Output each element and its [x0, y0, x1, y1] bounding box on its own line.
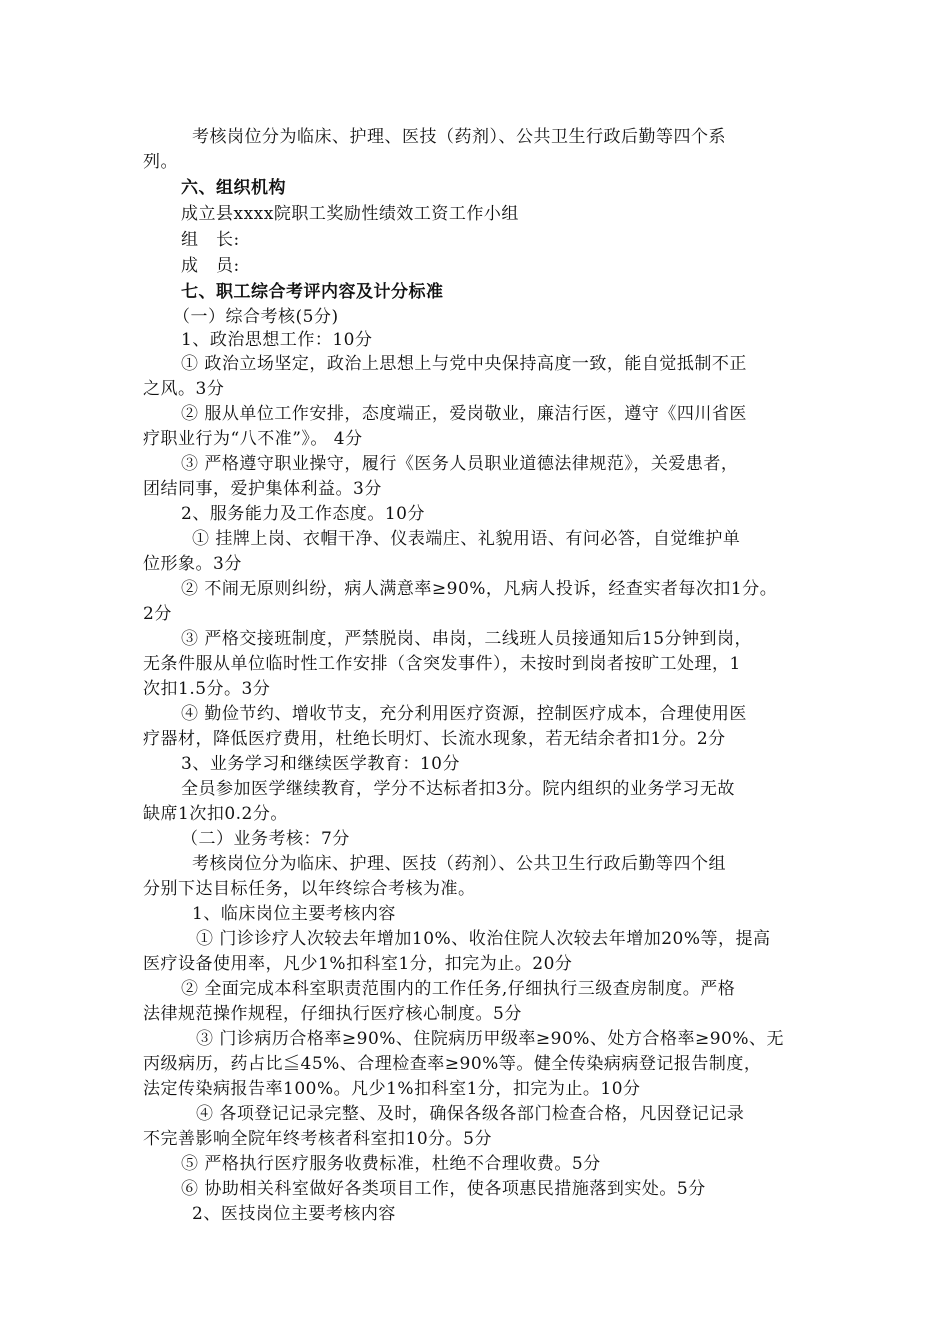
text-line: 1、临床岗位主要考核内容	[192, 904, 396, 924]
text-line: 法律规范操作规程，仔细执行医疗核心制度。5分	[143, 1004, 522, 1024]
text-line: ③ 严格遵守职业操守，履行《医务人员职业道德法律规范》，关爱患者，	[181, 454, 739, 474]
text-line: 考核岗位分为临床、护理、医技（药剂）、公共卫生行政后勤等四个组	[192, 854, 726, 874]
text-line: 之风。3分	[143, 379, 225, 399]
text-line: 组 长:	[181, 230, 240, 250]
text-line: 丙级病历，药占比≦45%、合理检查率≥90%等。健全传染病病登记报告制度，	[143, 1054, 762, 1074]
text-line: 1、政治思想工作：10分	[181, 330, 373, 350]
text-line: ② 全面完成本科室职责范围内的工作任务,仔细执行三级查房制度。严格	[181, 979, 736, 999]
text-line: 分别下达目标任务，以年终综合考核为准。	[143, 879, 476, 899]
text-line: 全员参加医学继续教育，学分不达标者扣3分。院内组织的业务学习无故	[181, 779, 735, 799]
text-line: ① 门诊诊疗人次较去年增加10%、收治住院人次较去年增加20%等，提高	[196, 929, 771, 949]
text-line: ④ 勤俭节约、增收节支，充分利用医疗资源，控制医疗成本，合理使用医	[181, 704, 747, 724]
text-line: 疗职业行为“八不准”》。 4分	[143, 429, 363, 449]
text-line: ② 不闹无原则纠纷，病人满意率≥90%，凡病人投诉，经查实者每次扣1分。	[181, 579, 778, 599]
text-line: 位形象。3分	[143, 554, 242, 574]
subsection-heading: （一）综合考核(5分)	[173, 307, 339, 327]
text-line: 成 员:	[181, 256, 240, 276]
text-line: 次扣1.5分。3分	[143, 679, 271, 699]
text-line: ② 服从单位工作安排，态度端正，爱岗敬业，廉洁行医，遵守《四川省医	[181, 404, 747, 424]
subsection-heading: （二）业务考核：7分	[181, 829, 350, 849]
text-line: 列。	[143, 152, 178, 172]
text-line: 缺席1次扣0.2分。	[143, 804, 288, 824]
text-line: ③ 严格交接班制度，严禁脱岗、串岗，二线班人员接通知后15分钟到岗，	[181, 629, 753, 649]
text-line: 团结同事，爱护集体利益。3分	[143, 479, 382, 499]
text-line: ① 挂牌上岗、衣帽干净、仪表端庄、礼貌用语、有问必答，自觉维护单	[192, 529, 741, 549]
text-line: ③ 门诊病历合格率≥90%、住院病历甲级率≥90%、处方合格率≥90%、无	[196, 1029, 784, 1049]
text-line: 医疗设备使用率，凡少1%扣科室1分，扣完为止。20分	[143, 954, 573, 974]
text-line: 2、服务能力及工作态度。10分	[181, 504, 425, 524]
section-heading: 六、组织机构	[181, 178, 286, 198]
text-line: 疗器材，降低医疗费用，杜绝长明灯、长流水现象，若无结余者扣1分。2分	[143, 729, 726, 749]
text-line: 2、医技岗位主要考核内容	[192, 1204, 396, 1224]
section-heading: 七、职工综合考评内容及计分标准	[181, 282, 444, 302]
text-line: 法定传染病报告率100%。凡少1%扣科室1分，扣完为止。10分	[143, 1079, 641, 1099]
text-line: ④ 各项登记记录完整、及时，确保各级各部门检查合格，凡因登记记录	[196, 1104, 745, 1124]
text-line: 3、业务学习和继续医学教育：10分	[181, 754, 460, 774]
text-line: ⑥ 协助相关科室做好各类项目工作，使各项惠民措施落到实处。5分	[181, 1179, 706, 1199]
text-line: 无条件服从单位临时性工作安排（含突发事件），未按时到岗者按旷工处理，1	[143, 654, 741, 674]
text-line: 考核岗位分为临床、护理、医技（药剂）、公共卫生行政后勤等四个系	[192, 127, 726, 147]
text-line: ① 政治立场坚定，政治上思想上与党中央保持高度一致，能自觉抵制不正	[181, 354, 747, 374]
text-line: 不完善影响全院年终考核者科室扣10分。5分	[143, 1129, 492, 1149]
text-line: 2分	[143, 604, 172, 624]
text-line: ⑤ 严格执行医疗服务收费标准，杜绝不合理收费。5分	[181, 1154, 601, 1174]
text-line: 成立县xxxx院职工奖励性绩效工资工作小组	[181, 204, 519, 224]
